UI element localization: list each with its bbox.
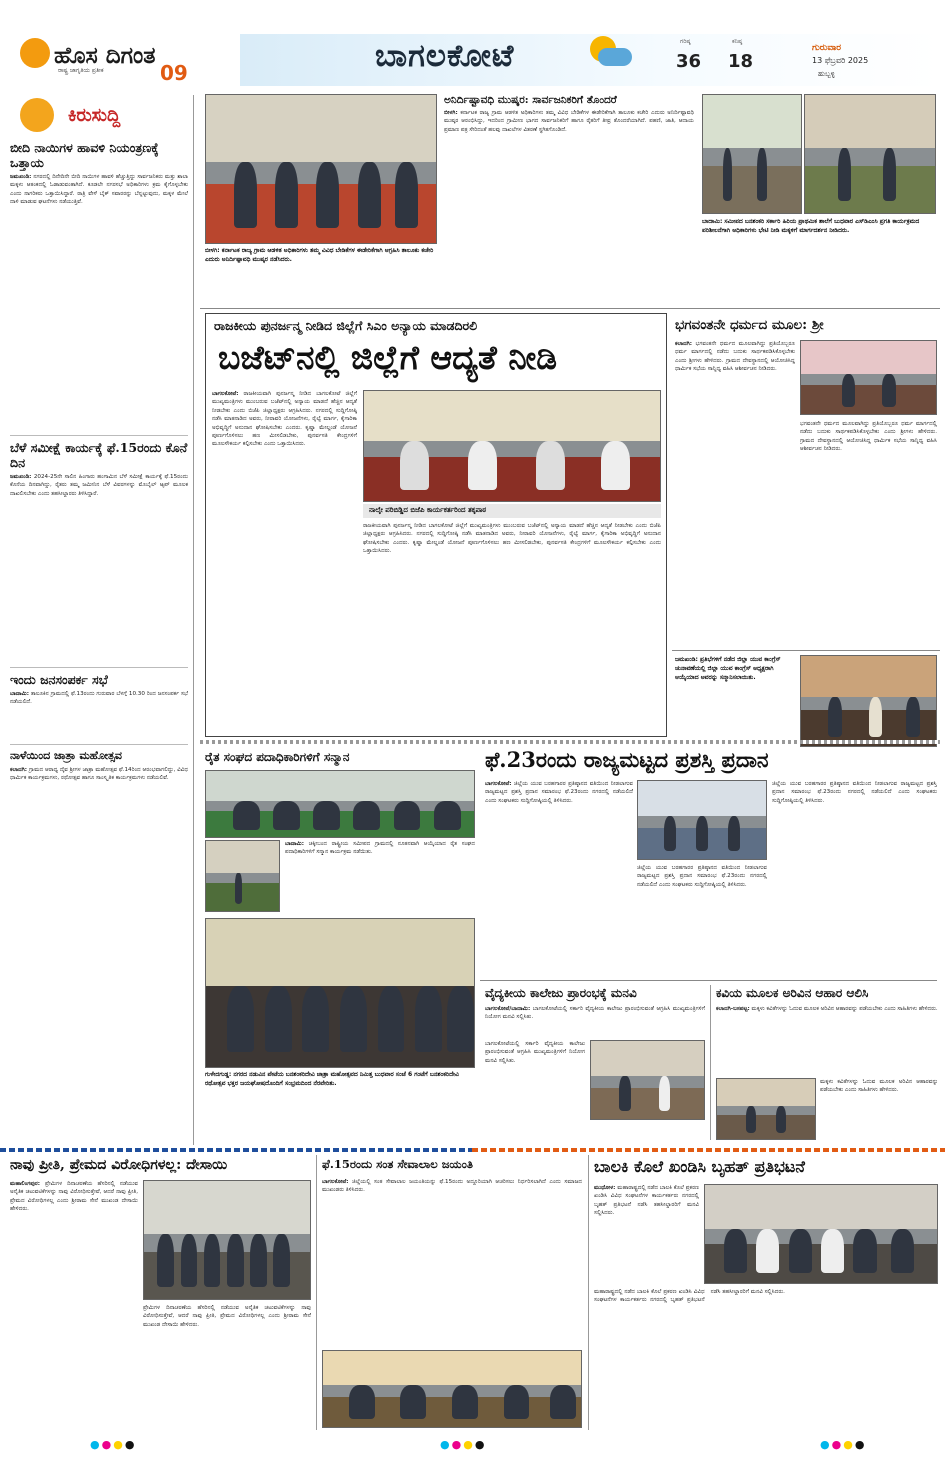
brief-3: [10, 672, 188, 740]
dateline: ಬಾದಾಮಿ:: [10, 691, 29, 697]
section-divider: [200, 740, 940, 744]
kavi-text: [716, 1005, 938, 1075]
medical-text: [485, 1005, 705, 1035]
dateline: ಕಲಾದಗಿ:: [675, 341, 693, 347]
kavi-photo: [716, 1078, 816, 1140]
brief-text: ಗ್ರಾಮದ ಆರಾಧ್ಯ ದೈವ ಶ್ರೀಗಳ ಜಾತ್ರಾ ಮಹೋತ್ಸವ ಫೆ.14ರಿಂದ ಆರಂಭವಾಗಲಿದ್ದು, ವಿವಿಧ ಧಾರ್ಮಿಕ ಕಾರ್ಯಕ್ರಮಗಳು, ರಥೋತ್ಸವ ಹಾಗೂ ಸಾಂಸ್ಕೃತಿಕ ಕಾರ್ಯಕ್ರಮಗಳು ನಡೆಯಲಿವೆ.: [10, 767, 188, 782]
brief-headline: ನಾಳೆಯಿಂದ ಜಾತ್ರಾ ಮಹೋತ್ಸವ: [10, 749, 122, 762]
bottom-2-photo: [322, 1350, 582, 1428]
dateline: ಬಾಗಲಕೋಟೆ:: [212, 391, 239, 397]
column-rule: [193, 95, 194, 1145]
dateline: ಮುಧೋಳ:: [594, 1185, 616, 1191]
school-photo-2: [804, 94, 936, 214]
divider: [200, 308, 940, 309]
bottom-1-headline: ನಾವು ಪ್ರೀತಿ, ಪ್ರೇಮದ ವಿರೋಧಿಗಳಲ್ಲ: ದೇಸಾಯಿ: [10, 1157, 228, 1173]
bottom-3-photo: [704, 1184, 938, 1284]
school-photo-1: [702, 94, 802, 214]
left-column: [10, 140, 188, 1078]
dateline: ಜಮಖಂಡಿ:: [10, 474, 32, 480]
divider: [10, 667, 188, 668]
divider: [10, 744, 188, 745]
raitha-body: ಚಕ್ಕೀಬಂದ ರಾಷ್ಟ್ರೀಯ ಸಮೀಪದ ಗ್ರಾಮದಲ್ಲಿ ನೂತನವಾಗಿ ಆಯ್ಕೆಯಾದ ರೈತ ಸಂಘದ ಪದಾಧಿಕಾರಿಗಳಿಗೆ ಸನ್ಮಾನ ಕಾರ್ಯಕ್ರಮ ನಡೆಯಿತು.: [285, 841, 475, 856]
brief-1: [10, 140, 188, 431]
section-divider-orange: [472, 1148, 945, 1152]
raitha-photo-2: [205, 840, 280, 912]
newspaper-logo: ಹೊಸ ದಿಗಂತ: [54, 42, 156, 69]
hand-icon: [20, 98, 54, 132]
column-rule: [316, 1155, 317, 1430]
raitha-text: [285, 840, 475, 915]
right-story-body: ಭಗವಂತನೇ ಧರ್ಮದ ಮೂಲವಾಗಿದ್ದು ಪ್ರತಿಯೊಬ್ಬರೂ ಧರ್ಮ ಮಾರ್ಗದಲ್ಲಿ ನಡೆದು ಬದುಕು ಸಾರ್ಥಕಪಡಿಸಿಕೊಳ್ಳಬೇಕು ಎಂದು ಶ್ರೀಗಳು ಹೇಳಿದರು. ಗ್ರಾಮದ ದೇವಸ್ಥಾನದಲ್ಲಿ ಆಯೋಜಿಸಿದ್ದ ಧಾರ್ಮಿಕ ಸಭೆಯ ಸಾನ್ನಿಧ್ಯ ವಹಿಸಿ ಆಶೀರ್ವಚನ ನೀಡಿದರು.: [675, 341, 795, 373]
dateline: ಕಲಾದಗಿ:: [10, 767, 28, 773]
bjp-press-photo: [363, 390, 661, 502]
dateline: ಬಾಗಲಕೋಟೆ:: [322, 1179, 349, 1185]
award-headline: ಫೆ.23ರಂದು ರಾಜ್ಯಮಟ್ಟದ ಪ್ರಶಸ್ತಿ ಪ್ರದಾನ: [485, 747, 769, 772]
brief-headline: ಬೀದಿ ನಾಯಿಗಳ ಹಾವಳಿ ನಿಯಂತ್ರಣಕ್ಕೆ ಒತ್ತಾಯ: [10, 140, 159, 170]
kirusuddi-title: ಕಿರುಸುದ್ದಿ: [68, 105, 121, 126]
bottom-2-headline: ಫೆ.15ರಂದು ಸಂತ ಸೇವಾಲಾಲ ಜಯಂತಿ: [322, 1157, 473, 1171]
dateline: ಮಹಾಲಿಂಗಪುರ:: [10, 1181, 40, 1187]
brief-text: ತಾಲೂಕಿನ ಗ್ರಾಮದಲ್ಲಿ ಫೆ.13ರಂದು ಗುರುವಾರ ಬೆಳಗ್ಗೆ 10.30 ರಿಂದ ಜನಸಂಪರ್ಕ ಸಭೆ ನಡೆಯಲಿದೆ.: [10, 691, 188, 706]
divider: [480, 980, 937, 981]
youth-congress-caption: ಜಮಖಂಡಿ: ಪ್ರತಿಭೆಗಳಿಗೆ ನಡೆದ ಜಿಲ್ಲಾ ಯುವ ಕಾಂಗ್ರೆಸ್ ಚುನಾವಣೆಯಲ್ಲಿ ಜಿಲ್ಲಾ ಯುವ ಕಾಂಗ್ರೆಸ್ ಅಧ್ಯಕ್ಷರಾಗಿ ಆಯ್ಕೆಯಾದ ಅವರನ್ನು ಸನ್ಮಾನಿಸಲಾಯಿತು.: [675, 655, 793, 745]
date: 13 ಫೆಬ್ರವರಿ 2025: [812, 56, 869, 65]
brief-headline: ಇಂದು ಜನಸಂಪರ್ಕ ಸಭೆ: [10, 672, 108, 687]
print-marks: ●●●●: [90, 1438, 137, 1451]
brief-4: [10, 749, 188, 1078]
cloud-icon: [598, 48, 632, 66]
bottom-3-headline: ಬಾಲಕಿ ಕೊಲೆ ಖಂಡಿಸಿ ಬೃಹತ್ ಪ್ರತಿಭಟನೆ: [594, 1157, 805, 1176]
column-rule: [588, 1155, 589, 1430]
dateline: ಬಾಗಲಕೋಟೆ/ಬಾದಾಮಿ:: [485, 1006, 531, 1012]
brief-headline: ಬೆಳೆ ಸಮೀಕ್ಷೆ ಕಾರ್ಯಕ್ಕೆ ಫೆ.15ರಂದು ಕೊನೆ ದಿನ: [10, 440, 188, 470]
raitha-photo: [205, 770, 475, 838]
bottom-1-body: ಪ್ರೇಮಿಗಳ ದಿನಾಚರಣೆಯ ಹೆಸರಿನಲ್ಲಿ ನಡೆಯುವ ಅನೈತಿಕ ಚಟುವಟಿಕೆಗಳನ್ನು ನಾವು ವಿರೋಧಿಸುತ್ತೇವೆ, ಆದರೆ ನಾವು ಪ್ರೀತಿ, ಪ್ರೇಮದ ವಿರೋಧಿಗಳಲ್ಲ ಎಂದು ಶ್ರೀರಾಮ ಸೇನೆ ಮುಖಂಡ ದೇಸಾಯಿ ಹೇಳಿದರು.: [10, 1181, 138, 1213]
masthead-divider: [0, 30, 945, 32]
medical-body: ಬಾಗಲಕೋಟೆಯಲ್ಲಿ ಸರ್ಕಾರಿ ವೈದ್ಯಕೀಯ ಕಾಲೇಜು ಪ್ರಾರಂಭಿಸುವಂತೆ ಆಗ್ರಹಿಸಿ ಮುಖ್ಯಮಂತ್ರಿಗಳಿಗೆ ನಿಯೋಗ ಮನವಿ ಸಲ್ಲಿಸಿತು.: [485, 1006, 705, 1021]
tagline: ರಾಷ್ಟ್ರ ಜಾಗೃತಿಯ ಪ್ರತೀಕ: [58, 67, 104, 74]
dateline: ಬೀಳಗಿ:: [444, 110, 458, 116]
bottom-2-body: ಜಿಲ್ಲೆಯಲ್ಲಿ ಸಂತ ಸೇವಾಲಾಲ ಜಯಂತಿಯನ್ನು ಫೆ.15ರಂದು ಅದ್ದೂರಿಯಾಗಿ ಆಚರಿಸಲು ನಿರ್ಧರಿಸಲಾಗಿದೆ ಎಂದು ಸಮಾಜದ ಮುಖಂಡರು ತಿಳಿಸಿದರು.: [322, 1179, 582, 1194]
dateline: ಬಾದಾಮಿ:: [285, 841, 304, 847]
min-temp: 18: [728, 51, 754, 72]
divider: [10, 435, 188, 436]
kavi-continued: ಮಕ್ಕಳು ಕವಿತೆಗಳನ್ನು ಓದುವ ಮೂಲಕ ಅರಿವಿನ ಆಹಾರವನ್ನು ಪಡೆಯಬೇಕು ಎಂದು ಸಾಹಿತಿಗಳು ಹೇಳಿದರು.: [820, 1079, 938, 1094]
raitha-headline: ರೈತ ಸಂಘದ ಪದಾಧಿಕಾರಿಗಳಿಗೆ ಸನ್ಮಾನ: [205, 750, 350, 764]
kavi-headline: ಕವಿಯ ಮೂಲಕ ಅರಿವಿನ ಆಹಾರ ಆಲಿಸಿ: [716, 986, 869, 1000]
brief-text: ನಗರದಲ್ಲಿ ದಿನೇದಿನೇ ಬೀದಿ ನಾಯಿಗಳ ಹಾವಳಿ ಹೆಚ್ಚುತ್ತಿದ್ದು ಸಾರ್ವಜನಿಕರು ಮತ್ತು ಶಾಲಾ ಮಕ್ಕಳು ಆತಂಕದಲ್ಲಿ ಓಡಾಡುವಂತಾಗಿದೆ. ಕೂಡಲೇ ನಗರಸಭೆ ಅಧಿಕಾರಿಗಳು ಕ್ರಮ ಕೈಗೊಳ್ಳಬೇಕು ಎಂದು ನಾಗರಿಕರು ಒತ್ತಾಯಿಸಿದ್ದಾರೆ. ರಾತ್ರಿ ವೇಳೆ ಬೈಕ್ ಸವಾರರನ್ನು ಬೆನ್ನಟ್ಟುವುದು, ಮಕ್ಕಳ ಮೇಲೆ ದಾಳಿ ಮಾಡುವ ಘಟನೆಗಳು ನಡೆಯುತ್ತಿವೆ.: [10, 174, 188, 206]
dateline: ಜಮಖಂಡಿ:: [10, 174, 32, 180]
protest-caption: ಬೀಳಗಿ: ಕರ್ನಾಟಕ ರಾಜ್ಯ ಗ್ರಾಮ ಆಡಳಿತ ಅಧಿಕಾರಿಗಳು ತಮ್ಮ ವಿವಿಧ ಬೇಡಿಕೆಗಳ ಈಡೇರಿಕೆಗಾಗಿ ಆಗ್ರಹಿಸಿ ತಾಲೂಕು ಕಚೇರಿ ಎದುರು ಅನಿರ್ದಿಷ್ಟಾವಧಿ ಮುಷ್ಕರ ನಡೆಸಿದರು.: [205, 246, 437, 304]
bottom-1-continued: ಪ್ರೇಮಿಗಳ ದಿನಾಚರಣೆಯ ಹೆಸರಿನಲ್ಲಿ ನಡೆಯುವ ಅನೈತಿಕ ಚಟುವಟಿಕೆಗಳನ್ನು ನಾವು ವಿರೋಧಿಸುತ್ತೇವೆ, ಆದರೆ ನಾವು ಪ್ರೀತಿ, ಪ್ರೇಮದ ವಿರೋಧಿಗಳಲ್ಲ ಎಂದು ಶ್ರೀರಾಮ ಸೇನೆ ಮುಖಂಡ ದೇಸಾಯಿ ಹೇಳಿದರು.: [143, 1305, 311, 1328]
page-number: 09: [160, 61, 188, 85]
city-name: ಬಾಗಲಕೋಟೆ: [375, 38, 515, 74]
section-divider-blue: [0, 1148, 472, 1152]
award-text: [485, 780, 633, 976]
youth-congress-photo: [800, 655, 937, 747]
medical-photo: [590, 1040, 705, 1120]
bottom-1-photo: [143, 1180, 311, 1300]
medical-continued: ಬಾಗಲಕೋಟೆಯಲ್ಲಿ ಸರ್ಕಾರಿ ವೈದ್ಯಕೀಯ ಕಾಲೇಜು ಪ್ರಾರಂಭಿಸುವಂತೆ ಆಗ್ರಹಿಸಿ ಮುಖ್ಯಮಂತ್ರಿಗಳಿಗೆ ನಿಯೋಗ ಮನವಿ ಸಲ್ಲಿಸಿತು.: [485, 1041, 585, 1064]
right-headline: ಭಗವಂತನೇ ಧರ್ಮದ ಮೂಲ: ಶ್ರೀ: [675, 317, 824, 333]
right-story-continued: ಭಗವಂತನೇ ಧರ್ಮದ ಮೂಲವಾಗಿದ್ದು ಪ್ರತಿಯೊಬ್ಬರೂ ಧರ್ಮ ಮಾರ್ಗದಲ್ಲಿ ನಡೆದು ಬದುಕು ಸಾರ್ಥಕಪಡಿಸಿಕೊಳ್ಳಬೇಕು ಎಂದು ಶ್ರೀಗಳು ಹೇಳಿದರು. ಗ್ರಾಮದ ದೇವಸ್ಥಾನದಲ್ಲಿ ಆಯೋಜಿಸಿದ್ದ ಧಾರ್ಮಿಕ ಸಭೆಯ ಸಾನ್ನಿಧ್ಯ ವಹಿಸಿ ಆಶೀರ್ವಚನ ನೀಡಿದರು.: [800, 421, 937, 453]
award-photo: [637, 780, 767, 860]
divider: [672, 650, 940, 651]
dateline: ಕಲಾದಗಿ-ಬಸಪಟ್ಟ:: [716, 1006, 750, 1012]
protest-photo: [205, 94, 437, 244]
column-rule: [710, 985, 711, 1140]
award-continued: ಜಿಲ್ಲೆಯ ಯುವ ಬರಹಗಾರರ ಪ್ರತಿಷ್ಠಾನದ ವತಿಯಿಂದ ನೀಡಲಾಗುವ ರಾಜ್ಯಮಟ್ಟದ ಪ್ರಶಸ್ತಿ ಪ್ರದಾನ ಸಮಾರಂಭ ಫೆ.23ರಂದು ನಗರದಲ್ಲಿ ನಡೆಯಲಿದೆ ಎಂದು ಸಂಘಟಕರು ಸುದ್ದಿಗೋಷ್ಠಿಯಲ್ಲಿ ತಿಳಿಸಿದರು.: [637, 865, 767, 888]
print-marks: ●●●●: [440, 1438, 487, 1451]
bjp-caption: ನಾಲ್ಕೇ ಪರಿಬಿಡ್ಡಿದ ಬಿಜೆಪಿ ಕಾರ್ಯಕರ್ತರಿಂದ ತಕ್ಕಪಾಠ: [363, 504, 661, 518]
edition-place: ಹುಬ್ಬಳ್ಳಿ: [818, 70, 835, 78]
max-temp: 36: [676, 51, 702, 72]
brief-text: 2024-25ನೇ ಸಾಲಿನ ಹಿಂಗಾರು ಹಂಗಾಮಿನ ಬೆಳೆ ಸಮೀಕ್ಷೆ ಕಾರ್ಯಕ್ಕೆ ಫೆ.15ರಂದು ಕೊನೆಯ ದಿನವಾಗಿದ್ದು, ರೈತರು ತಮ್ಮ ಜಮೀನಿನ ಬೆಳೆ ವಿವರಗಳನ್ನು ಮೊಬೈಲ್ ಆ್ಯಪ್ ಮೂಲಕ ದಾಖಲಿಸಬೇಕು ಎಂದು ತಹಸೀಲ್ದಾರರು ತಿಳಿಸಿದ್ದಾರೆ.: [10, 474, 188, 497]
main-story-body: ರಾಜಕೀಯವಾಗಿ ಪುನರ್ಜನ್ಮ ನೀಡಿದ ಬಾಗಲಕೋಟೆ ಜಿಲ್ಲೆಗೆ ಮುಖ್ಯಮಂತ್ರಿಗಳು ಮುಂಬರುವ ಬಜೆಟ್‌ನಲ್ಲಿ ಅನ್ಯಾಯ ಮಾಡದೆ ಹೆಚ್ಚಿನ ಆದ್ಯತೆ ನೀಡಬೇಕು ಎಂದು ಬಿಜೆಪಿ ಜಿಲ್ಲಾಧ್ಯಕ್ಷರು ಆಗ್ರಹಿಸಿದರು. ನಗರದಲ್ಲಿ ಸುದ್ದಿಗೋಷ್ಠಿ ನಡೆಸಿ ಮಾತನಾಡಿದ ಅವರು, ನೀರಾವರಿ ಯೋಜನೆಗಳು, ರೈಲ್ವೆ ಮಾರ್ಗ, ಕೈಗಾರಿಕಾ ಅಭಿವೃದ್ಧಿಗೆ ಅನುದಾನ ಘೋಷಿಸಬೇಕು ಎಂದರು. ಕೃಷ್ಣಾ ಮೇಲ್ದಂಡೆ ಯೋಜನೆ ಪೂರ್ಣಗೊಳಿಸಲು ಹಣ ಮೀಸಲಿಡಬೇಕು, ಪುನರ್ವಸತಿ ಕೇಂದ್ರಗಳಿಗೆ ಮೂಲಸೌಕರ್ಯ ಕಲ್ಪಿಸಬೇಕು ಎಂದು ಒತ್ತಾಯಿಸಿದರು.: [212, 391, 357, 448]
award-right-text: ಜಿಲ್ಲೆಯ ಯುವ ಬರಹಗಾರರ ಪ್ರತಿಷ್ಠಾನದ ವತಿಯಿಂದ ನೀಡಲಾಗುವ ರಾಜ್ಯಮಟ್ಟದ ಪ್ರಶಸ್ತಿ ಪ್ರದಾನ ಸಮಾರಂಭ ಫೆ.23ರಂದು ನಗರದಲ್ಲಿ ನಡೆಯಲಿದೆ ಎಂದು ಸಂಘಟಕರು ಸುದ್ದಿಗೋಷ್ಠಿಯಲ್ಲಿ ತಿಳಿಸಿದರು.: [772, 781, 937, 804]
school-caption: ಬಾದಾಮಿ: ಸಮೀಪದ ಬನಶಂಕರಿ ಸರ್ಕಾರಿ ಹಿರಿಯ ಪ್ರಾಥಮಿಕ ಶಾಲೆಗೆ ಬುಧವಾರ ಎಸ್‌ಡಿಎಂಸಿ ಪ್ರಗತಿ ಕಾರ್ಯಕ್ರಮದ ಪರಿಶೀಲನೆಗಾಗಿ ಅಧಿಕಾರಿಗಳು ಭೇಟಿ ನೀಡಿ ಮಕ್ಕಳಿಗೆ ಮಾರ್ಗದರ್ಶನ ನೀಡಿದರು.: [702, 217, 936, 303]
dharma-photo: [800, 340, 937, 415]
bottom-3-text: [594, 1184, 699, 1280]
min-temp-label: ಕನಿಷ್ಠ: [732, 38, 743, 45]
bottom-2-text: [322, 1178, 582, 1348]
bottom-3-continued: ಮಹಾರಾಷ್ಟ್ರದಲ್ಲಿ ನಡೆದ ಬಾಲಕಿ ಕೊಲೆ ಪ್ರಕರಣ ಖಂಡಿಸಿ ವಿವಿಧ ಸಂಘಟನೆಗಳ ಕಾರ್ಯಕರ್ತರು ನಗರದಲ್ಲಿ ಬೃಹತ್ ಪ್ರತಿಭಟನೆ ನಡೆಸಿ ತಹಸೀಲ್ದಾರರಿಗೆ ಮನವಿ ಸಲ್ಲಿಸಿದರು.: [594, 1289, 785, 1304]
brief-2: [10, 440, 188, 663]
top-story-title: ಅನಿರ್ದಿಷ್ಟಾವಧಿ ಮುಷ್ಕರ: ಸಾರ್ವಜನಿಕರಿಗೆ ತೊಂದರೆ: [444, 94, 617, 106]
emblem-icon: [20, 38, 50, 68]
procession-caption: ಗುಳೇದಗುಡ್ಡ: ನಗರದ ನಡುವಿನ ಪೇಟೆಯ ಬನಶಂಕರಿದೇವಿ ಜಾತ್ರಾ ಮಹೋತ್ಸವದ ನಿಮಿತ್ತ ಬುಧವಾರ ಸಂಜೆ 6 ಗಂಟೆಗೆ ಬನಶಂಕರಿದೇವಿ ರಥೋತ್ಸವ ಭಕ್ತರ ಜಯಘೋಷದೊಂದಿಗೆ ಸಂಭ್ರಮದಿಂದ ನೆರವೇರಿತು.: [205, 1070, 475, 1140]
main-story-continued: ರಾಜಕೀಯವಾಗಿ ಪುನರ್ಜನ್ಮ ನೀಡಿದ ಬಾಗಲಕೋಟೆ ಜಿಲ್ಲೆಗೆ ಮುಖ್ಯಮಂತ್ರಿಗಳು ಮುಂಬರುವ ಬಜೆಟ್‌ನಲ್ಲಿ ಅನ್ಯಾಯ ಮಾಡದೆ ಹೆಚ್ಚಿನ ಆದ್ಯತೆ ನೀಡಬೇಕು ಎಂದು ಬಿಜೆಪಿ ಜಿಲ್ಲಾಧ್ಯಕ್ಷರು ಆಗ್ರಹಿಸಿದರು. ನಗರದಲ್ಲಿ ಸುದ್ದಿಗೋಷ್ಠಿ ನಡೆಸಿ ಮಾತನಾಡಿದ ಅವರು, ನೀರಾವರಿ ಯೋಜನೆಗಳು, ರೈಲ್ವೆ ಮಾರ್ಗ, ಕೈಗಾರಿಕಾ ಅಭಿವೃದ್ಧಿಗೆ ಅನುದಾನ ಘೋಷಿಸಬೇಕು ಎಂದರು. ಕೃಷ್ಣಾ ಮೇಲ್ದಂಡೆ ಯೋಜನೆ ಪೂರ್ಣಗೊಳಿಸಲು ಹಣ ಮೀಸಲಿಡಬೇಕು, ಪುನರ್ವಸತಿ ಕೇಂದ್ರಗಳಿಗೆ ಮೂಲಸೌಕರ್ಯ ಕಲ್ಪಿಸಬೇಕು ಎಂದು ಒತ್ತಾಯಿಸಿದರು.: [363, 523, 661, 555]
print-marks: ●●●●: [820, 1438, 867, 1451]
main-story-text: [212, 390, 357, 735]
top-story-text: ಕರ್ನಾಟಕ ರಾಜ್ಯ ಗ್ರಾಮ ಆಡಳಿತ ಅಧಿಕಾರಿಗಳು ತಮ್ಮ ವಿವಿಧ ಬೇಡಿಕೆಗಳ ಈಡೇರಿಕೆಗಾಗಿ ತಾಲೂಕು ಕಚೇರಿ ಎದುರು ಅನಿರ್ದಿಷ್ಟಾವಧಿ ಮುಷ್ಕರ ಆರಂಭಿಸಿದ್ದು, ಇದರಿಂದ ಗ್ರಾಮೀಣ ಭಾಗದ ಸಾರ್ವಜನಿಕರಿಗೆ ಹಾಗೂ ರೈತರಿಗೆ ತೀವ್ರ ತೊಂದರೆಯಾಗಿದೆ. ಪಹಣಿ, ಜಾತಿ, ಆದಾಯ ಪ್ರಮಾಣ ಪತ್ರ ಸೇರಿದಂತೆ ಹಲವು ದಾಖಲೆಗಳ ವಿತರಣೆ ಸ್ಥಗಿತಗೊಂಡಿದೆ.: [444, 110, 694, 133]
procession-photo: [205, 918, 475, 1068]
dateline: ಬಾಗಲಕೋಟೆ:: [485, 781, 512, 787]
main-kicker: ರಾಜಕೀಯ ಪುನರ್ಜನ್ಮ ನೀಡಿದ ಜಿಲ್ಲೆಗೆ ಸಿಎಂ ಅನ್ಯಾಯ ಮಾಡದಿರಲಿ: [214, 318, 478, 333]
max-temp-label: ಗರಿಷ್ಠ: [680, 38, 691, 45]
medical-headline: ವೈದ್ಯಕೀಯ ಕಾಲೇಜು ಪ್ರಾರಂಭಕ್ಕೆ ಮನವಿ: [485, 986, 637, 1000]
award-body: ಜಿಲ್ಲೆಯ ಯುವ ಬರಹಗಾರರ ಪ್ರತಿಷ್ಠಾನದ ವತಿಯಿಂದ ನೀಡಲಾಗುವ ರಾಜ್ಯಮಟ್ಟದ ಪ್ರಶಸ್ತಿ ಪ್ರದಾನ ಸಮಾರಂಭ ಫೆ.23ರಂದು ನಗರದಲ್ಲಿ ನಡೆಯಲಿದೆ ಎಂದು ಸಂಘಟಕರು ಸುದ್ದಿಗೋಷ್ಠಿಯಲ್ಲಿ ತಿಳಿಸಿದರು.: [485, 781, 633, 804]
top-story: [444, 94, 694, 304]
bottom-3-body: ಮಹಾರಾಷ್ಟ್ರದಲ್ಲಿ ನಡೆದ ಬಾಲಕಿ ಕೊಲೆ ಪ್ರಕರಣ ಖಂಡಿಸಿ ವಿವಿಧ ಸಂಘಟನೆಗಳ ಕಾರ್ಯಕರ್ತರು ನಗರದಲ್ಲಿ ಬೃಹತ್ ಪ್ರತಿಭಟನೆ ನಡೆಸಿ ತಹಸೀಲ್ದಾರರಿಗೆ ಮನವಿ ಸಲ್ಲಿಸಿದರು.: [594, 1185, 699, 1217]
weekday: ಗುರುವಾರ: [812, 43, 842, 53]
right-story-text: [675, 340, 795, 640]
main-headline: ಬಜೆಟ್‌ನಲ್ಲಿ ಜಿಲ್ಲೆಗೆ ಆದ್ಯತೆ ನೀಡಿ: [218, 338, 557, 377]
bottom-1-text: [10, 1180, 138, 1428]
kavi-body: ಮಕ್ಕಳು ಕವಿತೆಗಳನ್ನು ಓದುವ ಮೂಲಕ ಅರಿವಿನ ಆಹಾರವನ್ನು ಪಡೆಯಬೇಕು ಎಂದು ಸಾಹಿತಿಗಳು ಹೇಳಿದರು.: [751, 1006, 938, 1012]
